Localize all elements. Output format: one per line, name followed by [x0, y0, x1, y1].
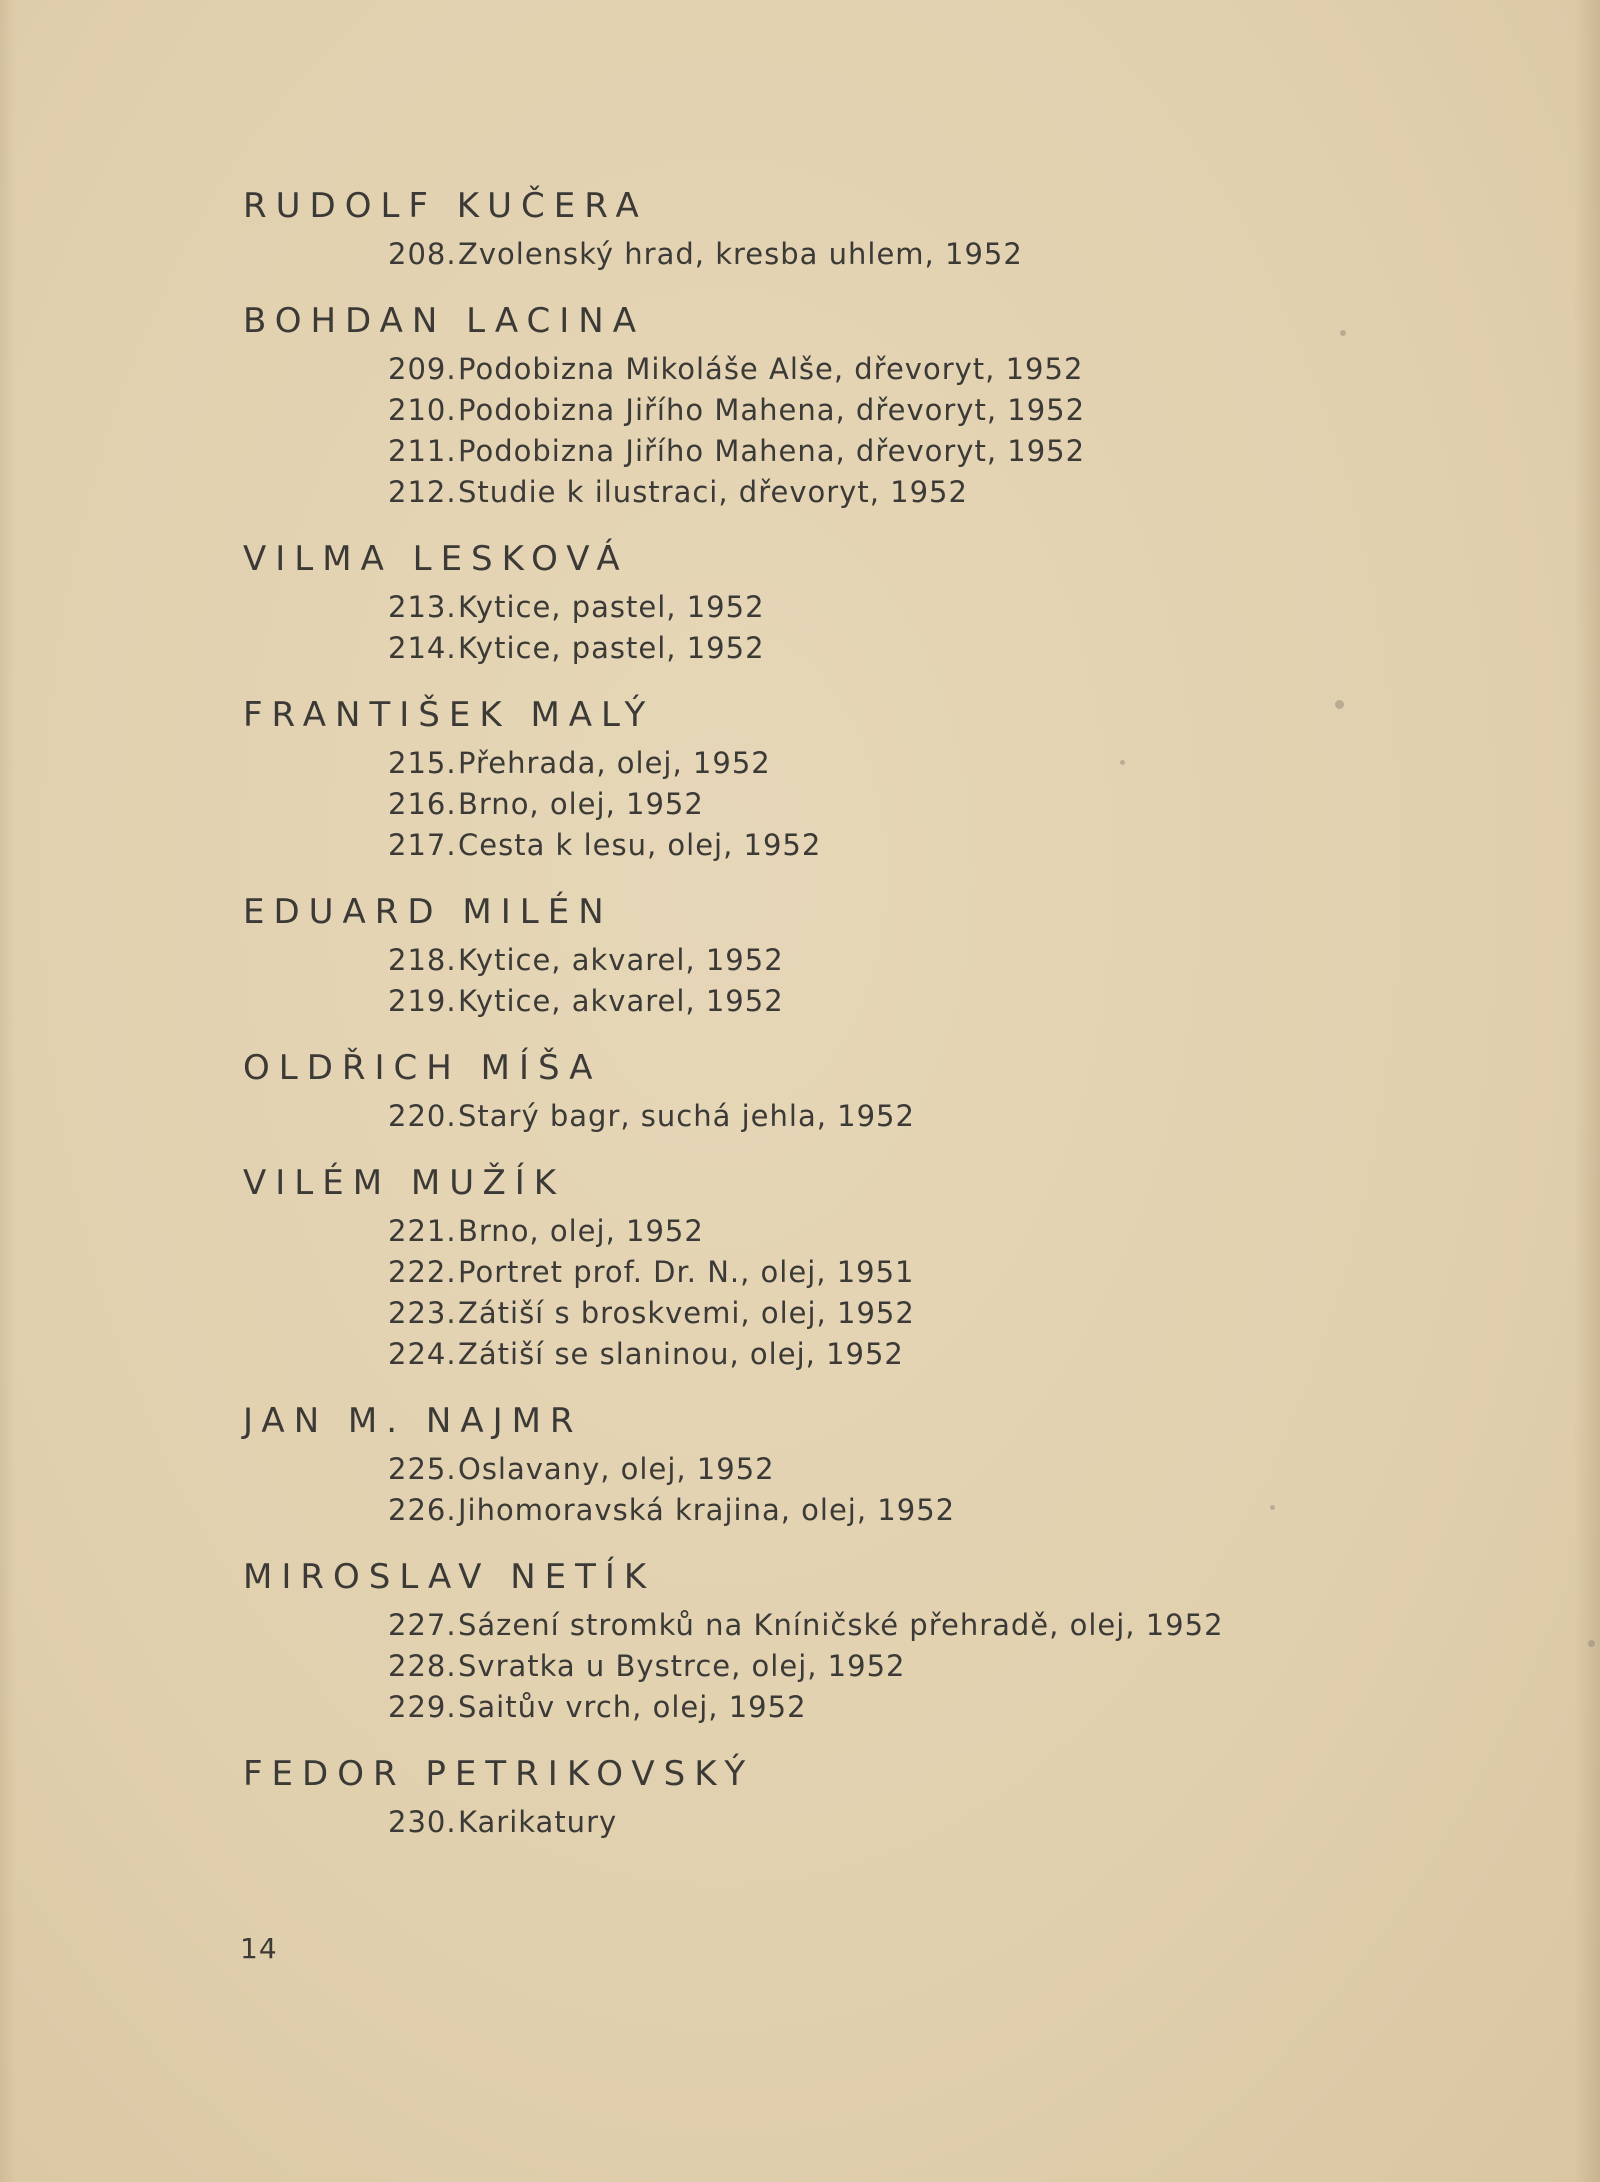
work-title: Studie k ilustraci, dřevoryt, 1952	[458, 475, 968, 509]
artist-name: OLDŘICH MÍŠA	[243, 1048, 602, 1088]
artist-group	[243, 295, 1343, 513]
work-number: 230.	[388, 1805, 457, 1839]
work-number: 221.	[388, 1214, 457, 1248]
work-item	[388, 940, 1343, 981]
work-title: Brno, olej, 1952	[458, 1214, 704, 1248]
work-title: Sázení stromků na Kníničské přehradě, olej, 1952	[458, 1608, 1224, 1642]
work-number: 212.	[388, 475, 457, 509]
work-item	[388, 1802, 1343, 1843]
works-list	[243, 587, 1343, 669]
artist-group	[243, 689, 1343, 866]
work-item	[388, 390, 1343, 431]
work-number: 226.	[388, 1493, 457, 1527]
work-item	[388, 1490, 1343, 1531]
artist-group	[243, 1551, 1343, 1728]
work-number: 211.	[388, 434, 457, 468]
artist-group	[243, 1042, 1343, 1137]
work-title: Kytice, akvarel, 1952	[458, 943, 784, 977]
work-number: 220.	[388, 1099, 457, 1133]
work-item	[388, 234, 1343, 275]
work-item	[388, 472, 1343, 513]
paper-edge-right	[1574, 0, 1600, 2182]
work-title: Starý bagr, suchá jehla, 1952	[458, 1099, 915, 1133]
work-number: 227.	[388, 1608, 457, 1642]
page-number: 14	[240, 1932, 278, 1965]
artist-name: RUDOLF KUČERA	[243, 186, 648, 226]
work-title: Brno, olej, 1952	[458, 787, 704, 821]
works-list	[243, 743, 1343, 866]
work-item	[388, 431, 1343, 472]
work-item	[388, 1605, 1343, 1646]
work-title: Podobizna Mikoláše Alše, dřevoryt, 1952	[458, 352, 1084, 386]
work-item	[388, 1096, 1343, 1137]
work-item	[388, 981, 1343, 1022]
work-title: Přehrada, olej, 1952	[458, 746, 771, 780]
work-number: 229.	[388, 1690, 457, 1724]
works-list	[243, 1605, 1343, 1728]
work-title: Zvolenský hrad, kresba uhlem, 1952	[458, 237, 1023, 271]
work-title: Podobizna Jiřího Mahena, dřevoryt, 1952	[458, 434, 1086, 468]
work-item	[388, 1449, 1343, 1490]
work-title: Podobizna Jiřího Mahena, dřevoryt, 1952	[458, 393, 1086, 427]
work-number: 214.	[388, 631, 457, 665]
artist-group	[243, 1395, 1343, 1531]
artist-name: EDUARD MILÉN	[243, 892, 613, 932]
work-number: 216.	[388, 787, 457, 821]
work-item	[388, 825, 1343, 866]
work-item	[388, 743, 1343, 784]
work-item	[388, 1646, 1343, 1687]
work-number: 219.	[388, 984, 457, 1018]
artist-group	[243, 886, 1343, 1022]
artist-name: JAN M. NAJMR	[243, 1401, 583, 1441]
work-title: Kytice, akvarel, 1952	[458, 984, 784, 1018]
works-list	[243, 1096, 1343, 1137]
works-list	[243, 234, 1343, 275]
work-item	[388, 1293, 1343, 1334]
artist-name: MIROSLAV NETÍK	[243, 1557, 656, 1597]
work-number: 223.	[388, 1296, 457, 1330]
work-title: Zátiší se slaninou, olej, 1952	[458, 1337, 904, 1371]
work-title: Portret prof. Dr. N., olej, 1951	[458, 1255, 915, 1289]
works-list	[243, 940, 1343, 1022]
work-number: 225.	[388, 1452, 457, 1486]
work-title: Saitův vrch, olej, 1952	[458, 1690, 807, 1724]
work-title: Kytice, pastel, 1952	[458, 631, 765, 665]
work-item	[388, 628, 1343, 669]
work-number: 213.	[388, 590, 457, 624]
work-number: 228.	[388, 1649, 457, 1683]
work-title: Cesta k lesu, olej, 1952	[458, 828, 822, 862]
paper-speck	[1588, 1640, 1595, 1647]
artist-group	[243, 180, 1343, 275]
works-list	[243, 1802, 1343, 1843]
artist-name: VILÉM MUŽÍK	[243, 1163, 566, 1203]
work-item	[388, 784, 1343, 825]
work-title: Oslavany, olej, 1952	[458, 1452, 775, 1486]
work-title: Kytice, pastel, 1952	[458, 590, 765, 624]
artist-name: FEDOR PETRIKOVSKÝ	[243, 1754, 755, 1794]
work-number: 210.	[388, 393, 457, 427]
artwork-catalog	[243, 180, 1343, 1863]
artist-name: FRANTIŠEK MALÝ	[243, 695, 655, 735]
artist-name: BOHDAN LACINA	[243, 301, 645, 341]
work-title: Jihomoravská krajina, olej, 1952	[458, 1493, 956, 1527]
work-number: 217.	[388, 828, 457, 862]
work-title: Zátiší s broskvemi, olej, 1952	[458, 1296, 915, 1330]
artist-group	[243, 1748, 1343, 1843]
works-list	[243, 349, 1343, 513]
work-item	[388, 1211, 1343, 1252]
artist-group	[243, 1157, 1343, 1375]
artist-name: VILMA LESKOVÁ	[243, 539, 629, 579]
work-item	[388, 349, 1343, 390]
work-number: 218.	[388, 943, 457, 977]
work-item	[388, 1334, 1343, 1375]
work-number: 222.	[388, 1255, 457, 1289]
artist-group	[243, 533, 1343, 669]
work-item	[388, 1252, 1343, 1293]
work-number: 209.	[388, 352, 457, 386]
works-list	[243, 1211, 1343, 1375]
work-number: 224.	[388, 1337, 457, 1371]
work-title: Svratka u Bystrce, olej, 1952	[458, 1649, 906, 1683]
works-list	[243, 1449, 1343, 1531]
work-number: 208.	[388, 237, 457, 271]
work-number: 215.	[388, 746, 457, 780]
paper-edge-left	[0, 0, 16, 2182]
work-item	[388, 1687, 1343, 1728]
work-item	[388, 587, 1343, 628]
work-title: Karikatury	[458, 1805, 618, 1839]
